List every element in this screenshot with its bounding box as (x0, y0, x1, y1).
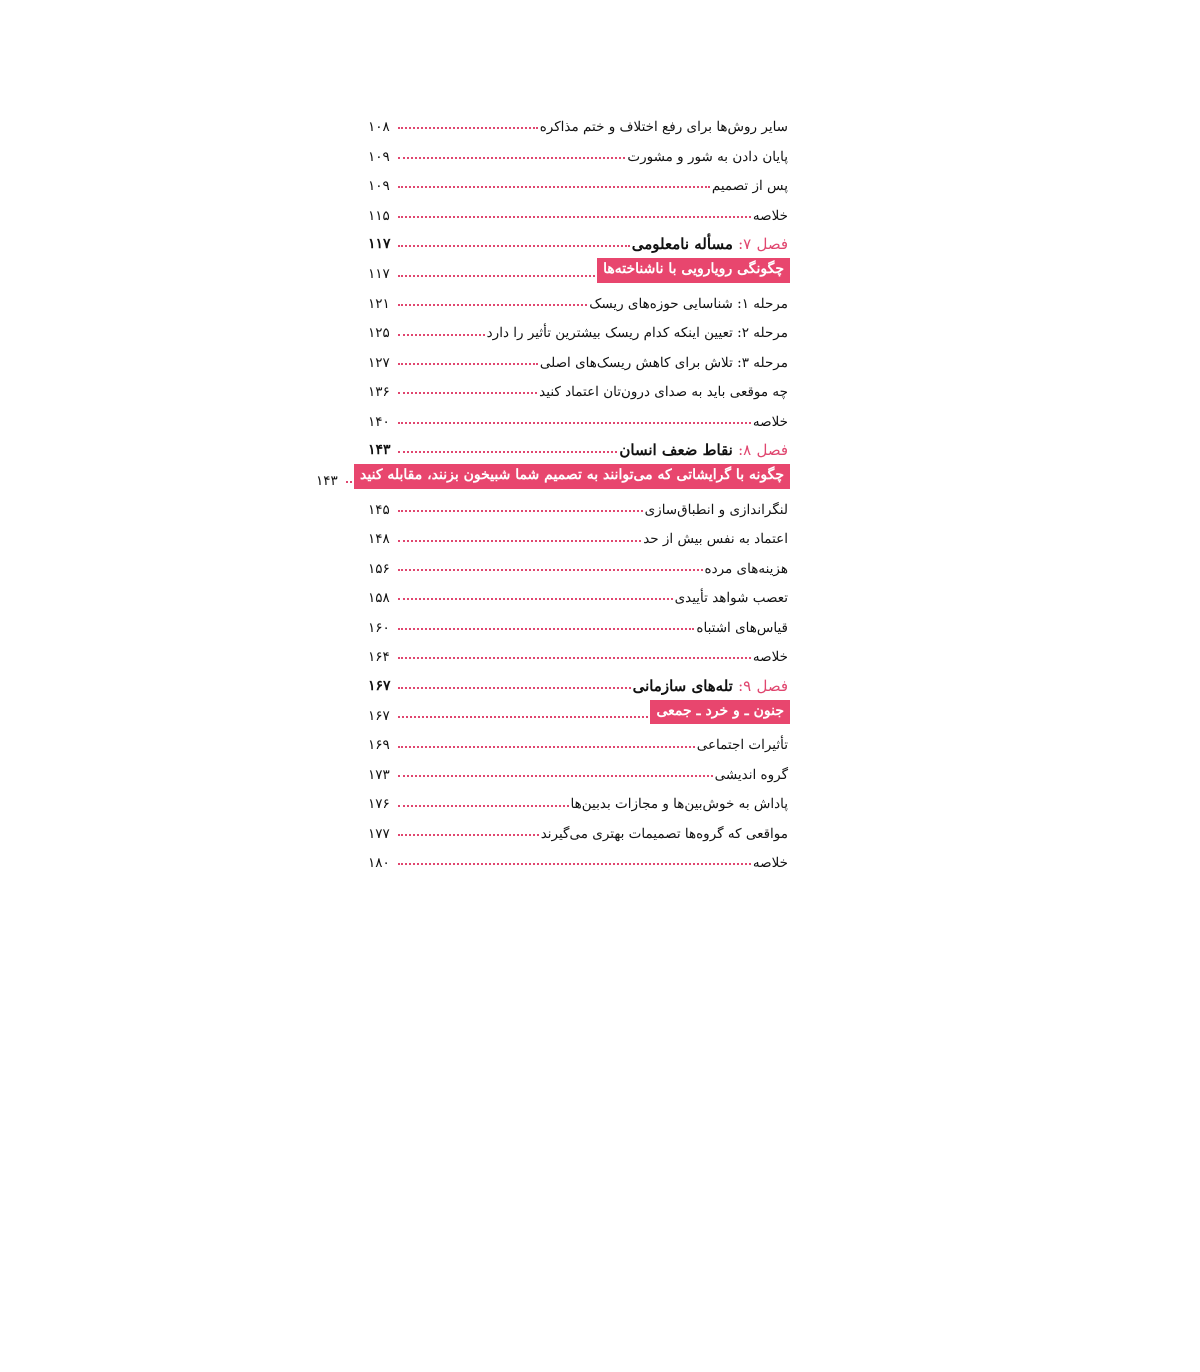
toc-entry-title: مرحله ۱: شناسایی حوزه‌های ریسک (589, 295, 788, 312)
toc-entry (368, 577, 788, 606)
toc-entry-title: پس از تصمیم (711, 178, 788, 195)
toc-entry (368, 636, 788, 665)
section-highlight: چگونه با گرایشاتی که می‌توانند به تصمیم شما شبیخون بزنند، مقابله کنید (354, 464, 790, 489)
dot-leader (398, 422, 751, 424)
toc-entry-page: ۱۵۸ (368, 590, 390, 607)
toc-entry (368, 342, 788, 371)
toc-entry-page: ۱۴۰ (368, 413, 390, 430)
toc-entry-page: ۱۳۶ (368, 384, 390, 401)
toc-entry-page: ۱۲۱ (368, 295, 390, 312)
toc-entry-page: ۱۷۶ (368, 796, 390, 813)
dot-leader (346, 481, 352, 483)
toc-entry (368, 165, 788, 194)
toc-entry (368, 489, 788, 518)
chapter-title: تله‌های سازمانی (632, 676, 733, 695)
toc-entry-title: خلاصه (752, 649, 788, 666)
dot-leader (398, 245, 630, 247)
toc-entry-title: خلاصه (752, 413, 788, 430)
dot-leader (398, 863, 751, 865)
toc-entry-page: ۱۴۳ (316, 472, 338, 489)
toc-entry-page: ۱۲۵ (368, 325, 390, 342)
toc-entry-page: ۱۱۷ (368, 236, 391, 253)
toc-entry-title: تأثیرات اجتماعی (696, 737, 788, 754)
toc-entry-title: مواقعی که گروه‌ها تصمیمات بهتری می‌گیرند (540, 825, 788, 842)
toc-entry-page: ۱۶۷ (368, 677, 391, 694)
toc-entry-page: ۱۱۵ (368, 207, 390, 224)
toc-entry-page: ۱۶۷ (368, 708, 390, 724)
dot-leader (398, 540, 641, 542)
dot-leader (398, 569, 703, 571)
dot-leader (398, 510, 643, 512)
dot-leader (398, 127, 538, 129)
chapter-title: نقاط ضعف انسان (619, 441, 733, 460)
chapter-label: فصل (756, 441, 788, 460)
toc-section (368, 253, 788, 282)
toc-entry (368, 813, 788, 842)
toc-entry-title: گروه اندیشی (714, 766, 788, 783)
toc-entry-page: ۱۶۴ (368, 649, 390, 666)
toc-entry (368, 194, 788, 223)
chapter-heading (619, 441, 788, 459)
toc-entry-page: ۱۴۵ (368, 501, 390, 518)
dot-leader (398, 392, 537, 394)
chapter-label: فصل (756, 676, 788, 695)
chapter-heading (633, 677, 788, 695)
section-highlight: جنون ـ و خرد ـ جمعی (650, 700, 790, 725)
toc-entry (368, 312, 788, 341)
toc-entry-title: سایر روش‌ها برای رفع اختلاف و ختم مذاکره (539, 119, 788, 136)
toc-entry-page: ۱۲۷ (368, 354, 390, 371)
dot-leader (398, 746, 695, 748)
toc-entry (368, 400, 788, 429)
toc-entry (368, 606, 788, 635)
toc-entry-title: تعصب شواهد تأییدی (674, 590, 788, 607)
toc-entry-page: ۱۶۹ (368, 737, 390, 754)
toc-chapter (368, 430, 788, 459)
dot-leader (398, 834, 539, 836)
toc-entry-title: لنگراندازی و انطباق‌سازی (644, 501, 788, 518)
dot-leader (398, 805, 569, 807)
chapter-label: فصل (756, 235, 788, 254)
toc-chapter (368, 224, 788, 253)
dot-leader (398, 716, 648, 718)
toc-entry-title: پاداش به خوش‌بین‌ها و مجازات بدبین‌ها (570, 796, 788, 813)
dot-leader (398, 363, 538, 365)
table-of-contents (316, 106, 788, 872)
toc-entry (368, 724, 788, 753)
chapter-number: ۹: (738, 676, 752, 695)
dot-leader (398, 628, 694, 630)
toc-entry-page: ۱۶۰ (368, 619, 390, 636)
dot-leader (398, 275, 595, 277)
toc-entry-page: ۱۵۶ (368, 560, 390, 577)
toc-section (368, 695, 788, 724)
toc-chapter (368, 665, 788, 694)
toc-entry-title: چه موقعی باید به صدای درون‌تان اعتماد کنید (539, 384, 788, 401)
toc-entry-page: ۱۷۳ (368, 766, 390, 783)
dot-leader (398, 451, 617, 453)
toc-entry-page: ۱۷۷ (368, 825, 390, 842)
toc-entry-page: ۱۰۸ (368, 119, 390, 136)
toc-section (316, 459, 788, 489)
dot-leader (398, 598, 673, 600)
dot-leader (398, 334, 485, 336)
dot-leader (398, 687, 631, 689)
chapter-heading (632, 235, 788, 253)
toc-entry-page: ۱۱۷ (368, 266, 390, 283)
dot-leader (398, 304, 587, 306)
toc-entry-page: ۱۸۰ (368, 855, 390, 872)
chapter-number: ۸: (738, 441, 752, 460)
toc-entry-page: ۱۴۸ (368, 531, 390, 548)
dot-leader (398, 157, 625, 159)
toc-entry-page: ۱۰۹ (368, 148, 390, 165)
toc-entry (368, 518, 788, 547)
toc-entry-title: مرحله ۳: تلاش برای کاهش ریسک‌های اصلی (539, 354, 788, 371)
toc-entry (368, 371, 788, 400)
toc-entry-title: اعتماد به نفس بیش از حد (643, 531, 788, 548)
toc-entry (368, 783, 788, 812)
toc-entry (368, 106, 788, 135)
toc-entry-page: ۱۰۹ (368, 178, 390, 195)
toc-entry (368, 135, 788, 164)
toc-entry-title: خلاصه (752, 855, 788, 872)
dot-leader (398, 186, 710, 188)
chapter-title: مسأله نامعلومی (631, 235, 733, 254)
toc-entry-title: پایان دادن به شور و مشورت (627, 148, 788, 165)
toc-entry-title: خلاصه (752, 207, 788, 224)
toc-entry (368, 842, 788, 871)
section-highlight: چگونگی رویارویی با ناشناخته‌ها (597, 258, 790, 283)
toc-entry-title: هزینه‌های مرده (704, 560, 788, 577)
dot-leader (398, 775, 713, 777)
toc-entry-title: قیاس‌های اشتباه (696, 619, 788, 636)
chapter-number: ۷: (738, 235, 752, 254)
dot-leader (398, 216, 751, 218)
toc-entry (368, 283, 788, 312)
toc-entry (368, 548, 788, 577)
toc-entry-title: مرحله ۲: تعیین اینکه کدام ریسک بیشترین تأثیر را دارد (486, 325, 788, 342)
dot-leader (398, 657, 751, 659)
toc-entry (368, 754, 788, 783)
toc-entry-page: ۱۴۳ (368, 442, 391, 459)
